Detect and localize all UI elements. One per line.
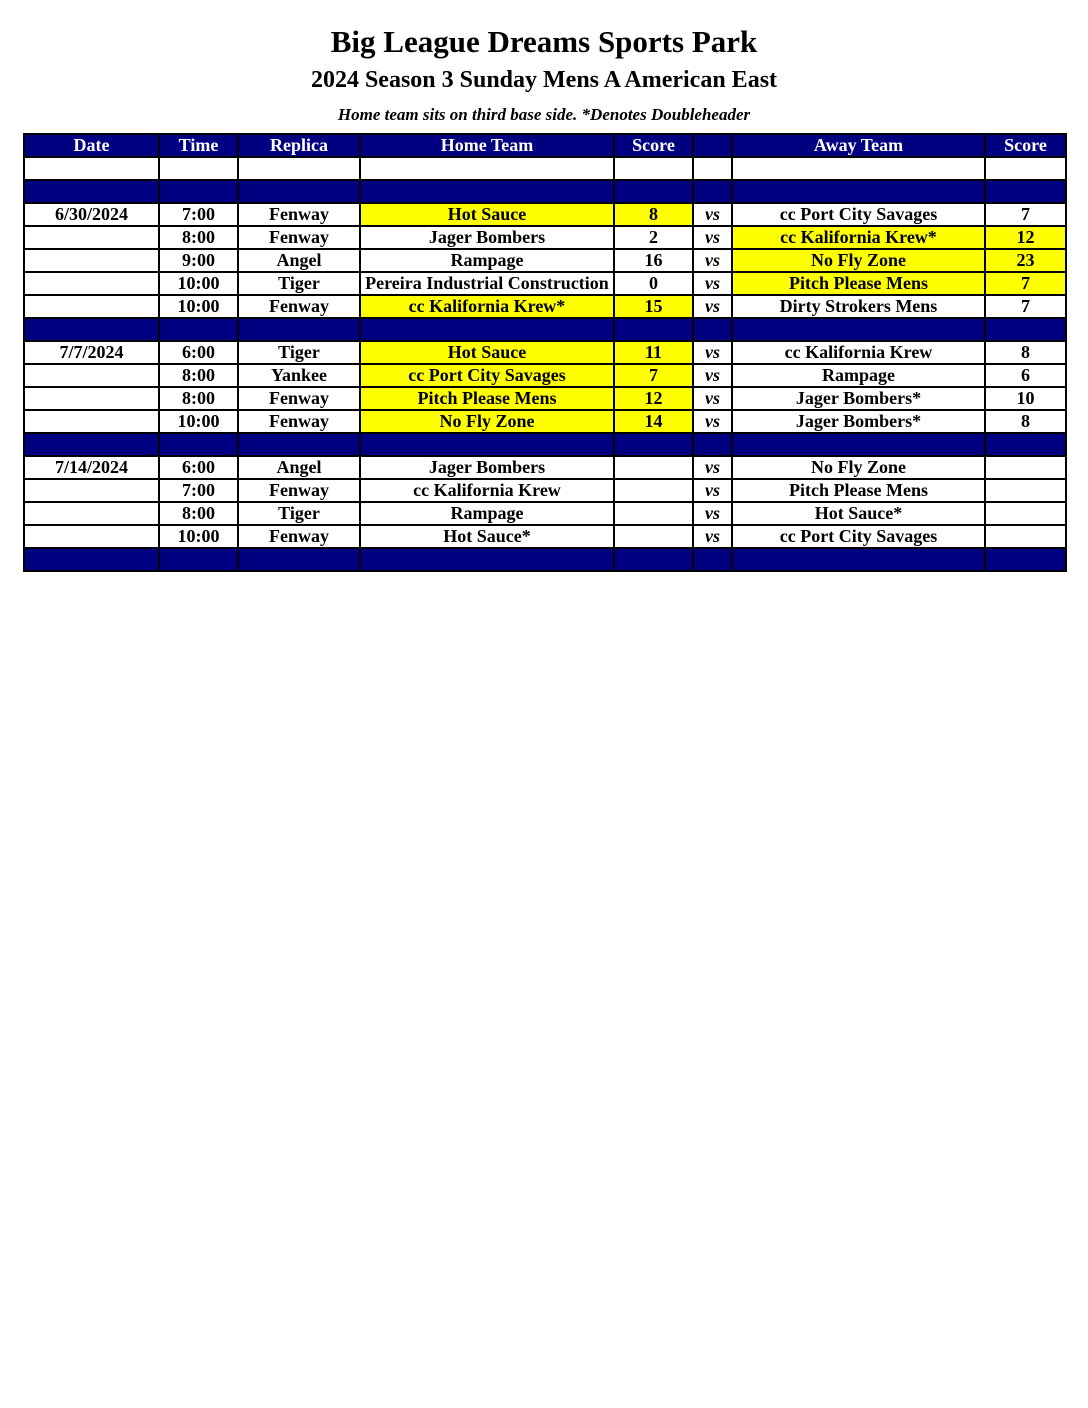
game-row [24, 272, 1066, 295]
game-row [24, 479, 1066, 502]
time-cell [159, 433, 238, 456]
date-cell [24, 525, 159, 548]
time-cell: 6:00 [159, 456, 238, 479]
home-team-cell: No Fly Zone [360, 410, 614, 433]
home-score-cell: 2 [614, 226, 693, 249]
schedule-table [23, 133, 1067, 572]
game-row [24, 410, 1066, 433]
page-subtitle: 2024 Season 3 Sunday Mens A American East [310, 67, 778, 93]
date-cell [24, 272, 159, 295]
home-team-cell: Rampage [360, 249, 614, 272]
away-score-cell: 12 [985, 226, 1066, 249]
date-cell [24, 295, 159, 318]
time-cell: 8:00 [159, 387, 238, 410]
away-score-cell [985, 433, 1066, 456]
home-team-cell: Pereira Industrial Construction [360, 272, 614, 295]
vs-cell: vs [693, 249, 732, 272]
time-cell [159, 548, 238, 571]
away-team-cell [732, 318, 985, 341]
replica-cell [238, 433, 360, 456]
home-team-cell: Hot Sauce [360, 341, 614, 364]
date-cell: 7/7/2024 [24, 341, 159, 364]
vs-cell: vs [693, 456, 732, 479]
away-team-cell: No Fly Zone [732, 249, 985, 272]
away-score-cell [985, 318, 1066, 341]
home-score-cell [614, 525, 693, 548]
home-score-cell: 12 [614, 387, 693, 410]
home-team-cell [360, 318, 614, 341]
home-team-cell [360, 180, 614, 203]
time-cell: 7:00 [159, 203, 238, 226]
replica-cell: Fenway [238, 410, 360, 433]
away-score-cell [985, 548, 1066, 571]
vs-cell: vs [693, 502, 732, 525]
home-team-cell: cc Kalifornia Krew* [360, 295, 614, 318]
away-score-cell: 6 [985, 364, 1066, 387]
away-team-cell: No Fly Zone [732, 456, 985, 479]
col-header-replica: Replica [238, 134, 360, 157]
vs-cell: vs [693, 410, 732, 433]
away-team-cell: cc Port City Savages [732, 203, 985, 226]
away-score-cell [985, 502, 1066, 525]
vs-cell: vs [693, 226, 732, 249]
col-header-home-score: Score [614, 134, 693, 157]
separator-band-row [24, 318, 1066, 341]
replica-cell: Tiger [238, 502, 360, 525]
home-score-cell [614, 479, 693, 502]
vs-cell [693, 433, 732, 456]
game-row [24, 456, 1066, 479]
home-score-cell [614, 180, 693, 203]
replica-cell: Fenway [238, 203, 360, 226]
schedule-note: Home team sits on third base side. *Denotes Doubleheader [337, 105, 751, 124]
away-team-cell: cc Kalifornia Krew* [732, 226, 985, 249]
separator-band-row [24, 433, 1066, 456]
away-team-cell: Pitch Please Mens [732, 272, 985, 295]
game-row [24, 295, 1066, 318]
blank-row [24, 157, 1066, 180]
home-score-cell: 15 [614, 295, 693, 318]
home-team-cell: Rampage [360, 502, 614, 525]
vs-cell [693, 548, 732, 571]
vs-cell: vs [693, 479, 732, 502]
date-cell [24, 226, 159, 249]
time-cell: 8:00 [159, 364, 238, 387]
vs-cell: vs [693, 203, 732, 226]
replica-cell [238, 180, 360, 203]
game-row [24, 387, 1066, 410]
away-score-cell: 23 [985, 249, 1066, 272]
replica-cell: Fenway [238, 295, 360, 318]
vs-cell: vs [693, 364, 732, 387]
date-cell: 6/30/2024 [24, 203, 159, 226]
time-cell: 10:00 [159, 272, 238, 295]
home-score-cell [614, 456, 693, 479]
time-cell [159, 180, 238, 203]
date-cell [24, 249, 159, 272]
home-score-cell: 7 [614, 364, 693, 387]
col-header-home-team: Home Team [360, 134, 614, 157]
time-cell: 7:00 [159, 479, 238, 502]
away-score-cell [985, 479, 1066, 502]
col-header-date: Date [24, 134, 159, 157]
away-team-cell: Hot Sauce* [732, 502, 985, 525]
game-row [24, 502, 1066, 525]
vs-cell: vs [693, 295, 732, 318]
separator-band-row [24, 548, 1066, 571]
home-team-cell: Jager Bombers [360, 226, 614, 249]
away-score-cell [985, 180, 1066, 203]
home-team-cell [360, 433, 614, 456]
vs-cell: vs [693, 387, 732, 410]
date-cell [24, 180, 159, 203]
time-cell: 9:00 [159, 249, 238, 272]
date-cell [24, 479, 159, 502]
col-header-vs [693, 134, 732, 157]
time-cell: 10:00 [159, 410, 238, 433]
home-score-cell: 11 [614, 341, 693, 364]
time-cell: 6:00 [159, 341, 238, 364]
date-cell: 7/14/2024 [24, 456, 159, 479]
replica-cell: Yankee [238, 364, 360, 387]
header-row [24, 134, 1066, 157]
date-cell [24, 433, 159, 456]
game-row [24, 249, 1066, 272]
replica-cell [238, 548, 360, 571]
away-team-cell: Jager Bombers* [732, 387, 985, 410]
replica-cell [238, 157, 360, 180]
away-team-cell [732, 157, 985, 180]
away-team-cell: cc Kalifornia Krew [732, 341, 985, 364]
date-cell [24, 548, 159, 571]
home-team-cell: Hot Sauce* [360, 525, 614, 548]
game-row [24, 341, 1066, 364]
home-team-cell: Hot Sauce [360, 203, 614, 226]
game-row [24, 203, 1066, 226]
date-cell [24, 364, 159, 387]
away-score-cell: 7 [985, 272, 1066, 295]
col-header-away-score: Score [985, 134, 1066, 157]
replica-cell: Tiger [238, 341, 360, 364]
vs-cell [693, 157, 732, 180]
vs-cell: vs [693, 341, 732, 364]
time-cell [159, 318, 238, 341]
game-row [24, 525, 1066, 548]
home-score-cell: 0 [614, 272, 693, 295]
replica-cell: Fenway [238, 525, 360, 548]
replica-cell: Angel [238, 249, 360, 272]
home-team-cell: Jager Bombers [360, 456, 614, 479]
time-cell [159, 157, 238, 180]
home-score-cell: 16 [614, 249, 693, 272]
home-score-cell: 14 [614, 410, 693, 433]
away-team-cell: Pitch Please Mens [732, 479, 985, 502]
vs-cell [693, 318, 732, 341]
time-cell: 10:00 [159, 295, 238, 318]
col-header-time: Time [159, 134, 238, 157]
date-cell [24, 387, 159, 410]
schedule-body [24, 157, 1066, 571]
away-team-cell: Rampage [732, 364, 985, 387]
away-team-cell: Jager Bombers* [732, 410, 985, 433]
home-team-cell: Pitch Please Mens [360, 387, 614, 410]
time-cell: 8:00 [159, 226, 238, 249]
vs-cell [693, 180, 732, 203]
home-score-cell [614, 318, 693, 341]
page-title: Big League Dreams Sports Park [330, 24, 758, 59]
date-cell [24, 502, 159, 525]
vs-cell: vs [693, 525, 732, 548]
time-cell: 8:00 [159, 502, 238, 525]
away-team-cell [732, 433, 985, 456]
home-score-cell [614, 433, 693, 456]
home-team-cell [360, 157, 614, 180]
home-team-cell: cc Port City Savages [360, 364, 614, 387]
home-team-cell: cc Kalifornia Krew [360, 479, 614, 502]
away-score-cell [985, 456, 1066, 479]
date-cell [24, 318, 159, 341]
away-score-cell [985, 525, 1066, 548]
away-team-cell: cc Port City Savages [732, 525, 985, 548]
replica-cell: Fenway [238, 387, 360, 410]
col-header-away-team: Away Team [732, 134, 985, 157]
date-cell [24, 157, 159, 180]
away-score-cell: 7 [985, 203, 1066, 226]
home-score-cell [614, 548, 693, 571]
home-team-cell [360, 548, 614, 571]
vs-cell: vs [693, 272, 732, 295]
away-team-cell [732, 180, 985, 203]
away-score-cell: 10 [985, 387, 1066, 410]
away-team-cell [732, 548, 985, 571]
replica-cell: Fenway [238, 479, 360, 502]
away-score-cell [985, 157, 1066, 180]
home-score-cell: 8 [614, 203, 693, 226]
replica-cell [238, 318, 360, 341]
away-score-cell: 8 [985, 341, 1066, 364]
time-cell: 10:00 [159, 525, 238, 548]
replica-cell: Tiger [238, 272, 360, 295]
game-row [24, 364, 1066, 387]
home-score-cell [614, 157, 693, 180]
replica-cell: Angel [238, 456, 360, 479]
replica-cell: Fenway [238, 226, 360, 249]
away-score-cell: 7 [985, 295, 1066, 318]
away-team-cell: Dirty Strokers Mens [732, 295, 985, 318]
date-cell [24, 410, 159, 433]
separator-band-row [24, 180, 1066, 203]
home-score-cell [614, 502, 693, 525]
game-row [24, 226, 1066, 249]
away-score-cell: 8 [985, 410, 1066, 433]
